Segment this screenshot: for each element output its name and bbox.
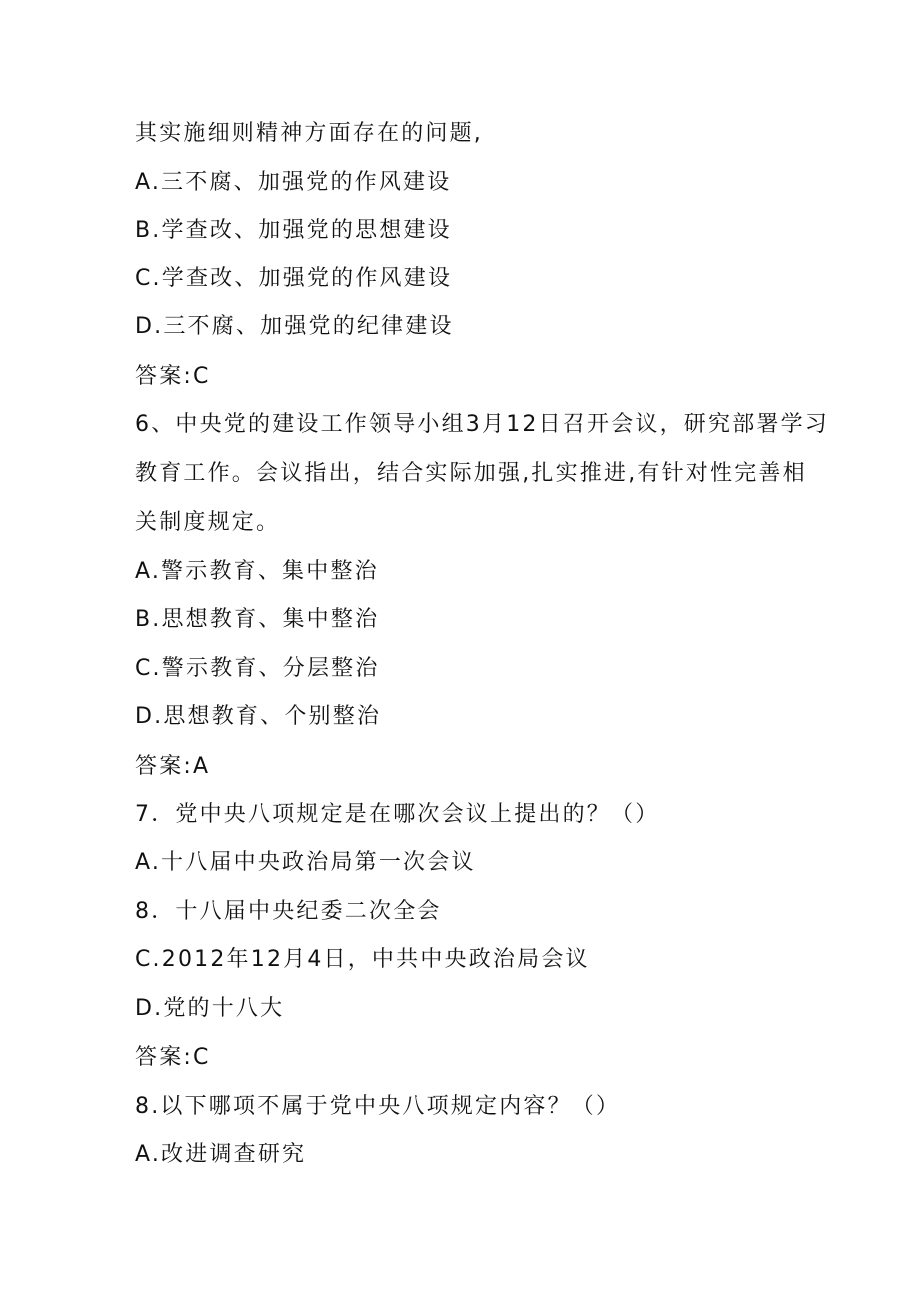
question-5-option-a: A.三不腐、加强党的作风建设 [135,170,452,195]
question-8-option-a: A.改进调查研究 [135,1142,307,1167]
question-6-answer: 答案:A [135,754,211,779]
question-6-stem-line-1: 6、中央党的建设工作领导小组3月12日召开会议，研究部署学习 [135,412,829,437]
question-7-option-c: C.2012年12月4日，中共中央政治局会议 [135,947,590,972]
question-7-option-d: D.党的十八大 [135,996,285,1021]
question-6-option-c: C.警示教育、分层整治 [135,656,380,681]
question-6-option-d: D.思想教育、个别整治 [135,704,382,729]
question-5-option-b: B.学查改、加强党的思想建设 [135,218,452,243]
question-7-answer: 答案:C [135,1045,211,1070]
question-5-answer: 答案:C [135,364,211,389]
question-6-stem-line-2: 教育工作。会议指出，结合实际加强,扎实推进,有针对性完善相 [135,461,807,486]
question-7-option-a: A.十八届中央政治局第一次会议 [135,850,476,875]
question-5-option-d: D.三不腐、加强党的纪律建设 [135,314,454,339]
question-5-option-c: C.学查改、加强党的作风建设 [135,266,453,291]
question-6-option-b: B.思想教育、集中整治 [135,607,380,632]
question-6-option-a: A.警示教育、集中整治 [135,559,379,584]
question-8-stem: 8.以下哪项不属于党中央八项规定内容？（） [135,1094,621,1119]
question-7-option-b: 8．十八届中央纪委二次全会 [135,899,442,924]
question-7-stem: 7．党中央八项规定是在哪次会议上提出的？（） [135,802,660,827]
question-5-stem-tail: 其实施细则精神方面存在的问题, [135,121,483,146]
question-6-stem-line-3: 关制度规定。 [135,510,281,535]
